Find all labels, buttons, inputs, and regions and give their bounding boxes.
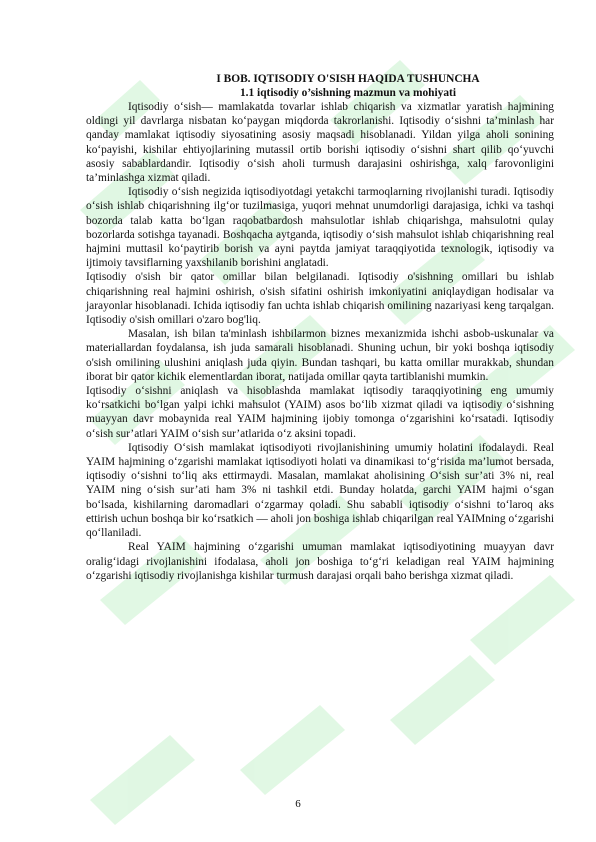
document-body bbox=[86, 72, 554, 583]
paragraph-1: Iqtisodiy o‘sish— mamlakatda tovarlar ishlab chiqarish va xizmatlar yaratish hajmining oldingi yil davrlarga nisbatan ko‘paygan miqdorda takrorlanishi. Iqtisodiy o‘sishni ta’minlash har qanday mamlakat iqtisodiy siyosatining asosiy maqsadi hisoblanadi. Yildan yilga aholi sonining ko‘payishi, kishilar ehtiyojlarining mutassil ortib borishi iqtisodiy o‘sishni shart qilib qo‘yuvchi asosiy sabablardandir. Iqtisodiy o‘sish aholi turmush darajasini oshirishga, xalq farovonligini ta’minlashga xizmat qiladi. bbox=[86, 101, 554, 185]
paragraph-4: Masalan, ish bilan ta'minlash ishbilarmon biznes mexanizmida ishchi asbob-uskunalar va materiallardan foydalansa, ish juda samarali hisoblanadi. Shuning uchun, bir yoki boshqa iqtisodiy o'sish omilining ulushini aniqlash juda qiyin. Bundan tashqari, bu katta omillar murakkab, shundan iborat bir qator kichik elementlardan iborat, natijada omillar qayta tartiblanishi mumkin. bbox=[86, 328, 554, 383]
paragraph-3: Iqtisodiy o'sish bir qator omillar bilan belgilanadi. Iqtisodiy o'sishning omillari bu ishlab chiqarishning real hajmini oshirish, o'sish sifatini oshirish imkoniyatini aniqlaydigan hodisalar va jarayonlar hisoblanadi. Ichida iqtisodiy fan uchta ishlab chiqarish omilining nazariyasi keng tarqalgan. Iqtisodiy o'sish omillari o'zaro bog'liq. bbox=[86, 271, 554, 327]
paragraph-2: Iqtisodiy o‘sish negizida iqtisodiyotdagi yetakchi tarmoqlarning rivojlanishi turadi. Iqtisodiy o‘sish ishlab chiqarishning ilg‘or tuzilmasiga, yuqori mehnat unumdorligi darajasiga, ichki va tashqi bozorda talab katta bo‘lgan raqobatbardosh mahsulotlar ishlab chiqarishga, mahsulotni qulay bozorlarda sotishga tayanadi. Boshqacha aytganda, iqtisodiy o‘sish mahsulot ishlab chiqarishning real hajmini muttasil ko‘paytirib borish va ayni paytda jamiyat taraqqiyotida texnologik, iqtisodiy va ijtimoiy tavsiflarning yaxshilanib borishini anglatadi. bbox=[86, 186, 554, 270]
section-title: 1.1 iqtisodiy o’sishning mazmun va mohiyati bbox=[239, 87, 457, 99]
page-number: 6 bbox=[295, 798, 301, 810]
chapter-title: I BOB. IQTISODIY O'SISH HAQIDA TUSHUNCHA bbox=[216, 73, 480, 85]
paragraph-6: Iqtisodiy O‘sish mamlakat iqtisodiyoti rivojlanishining umumiy holatini ifodalaydi. Real YAIM hajmining o‘zgarishi mamlakat iqtisodiyoti holati va dinamikasi to‘g‘risida ma’lumot bersada, iqtisodiy o‘sishni to‘liq aks ettirmaydi. Masalan, mamlakat aholisining O‘sish sur’ati 3% ni, real YAIM ning o‘sish sur’ati ham 3% ni tashkil etdi. Bunday holatda, garchi YAIM hajmi o‘sgan bo‘lsada, kishilarning daromadlari o‘zgarmay qoladi. Shu sababli iqtisodiy o‘sishni to‘laroq aks ettirish uchun boshqa bir ko‘rsatkich — aholi jon boshiga ishlab chiqarilgan real YAIMning o‘zgarishi qo‘llaniladi. bbox=[86, 441, 554, 540]
paragraph-5: Iqtisodiy o‘sishni aniqlash va hisoblashda mamlakat iqtisodiy taraqqiyotining eng umumiy ko‘rsatkichi bo‘lgan yalpi ichki mahsulot (YAIM) asos bo‘lib xizmat qiladi va iqtisodiy o‘sishning muayyan davr mobaynida real YAIM hajmining ijobiy tomonga o‘zgarishini ko‘rsatadi. Iqtisodiy o‘sish sur’atlari YAIM o‘sish sur’atlarida o‘z aksini topadi. bbox=[86, 385, 554, 440]
paragraph-7: Real YAIM hajmining o‘zgarishi umuman mamlakat iqtisodiyotining muayyan davr oralig‘idagi rivojlanishini ifodalasa, aholi jon boshiga to‘g‘ri keladigan real YAIM hajmining o‘zgarishi iqtisodiy rivojlanishga kishilar turmush darajasi orqali baho berishga xizmat qiladi. bbox=[86, 541, 554, 582]
